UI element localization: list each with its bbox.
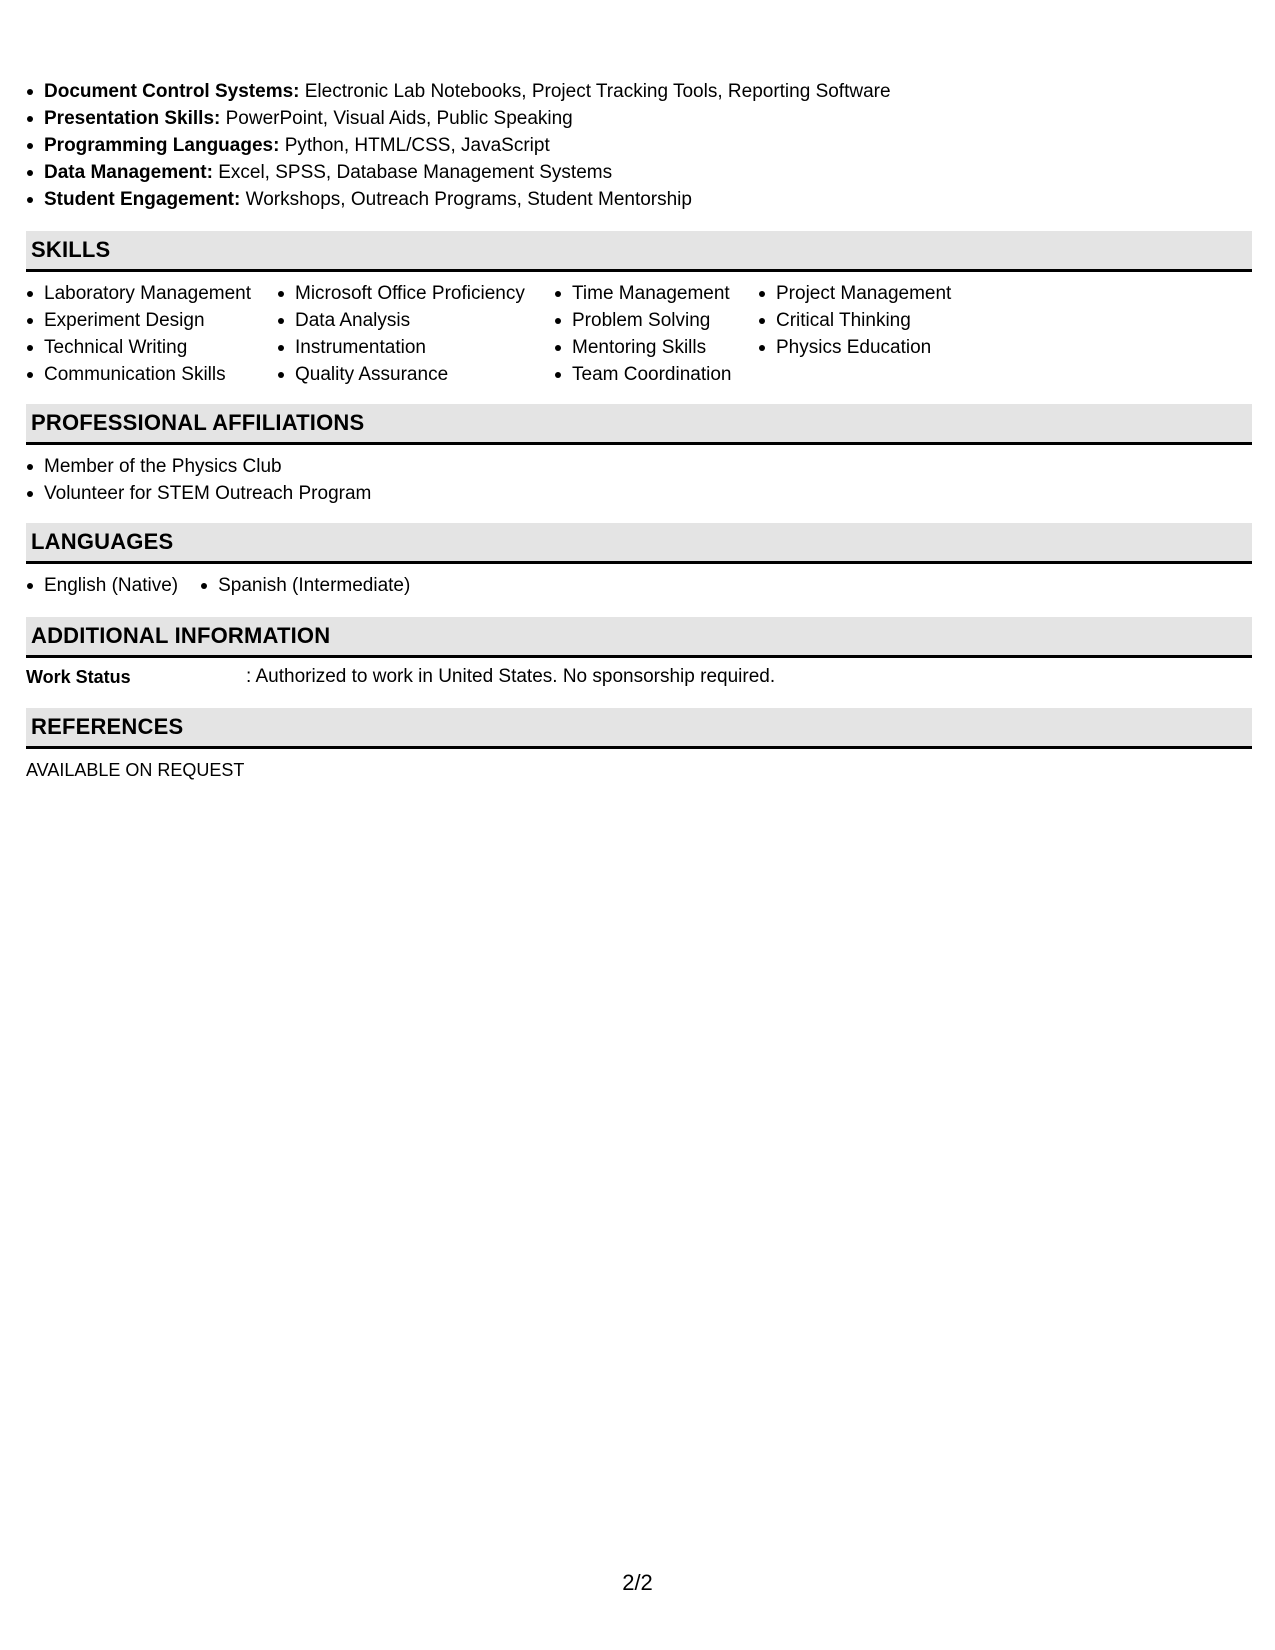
- skill-item: Data Analysis: [277, 307, 554, 334]
- languages-list: [26, 572, 1252, 599]
- language-item: Spanish (Intermediate): [200, 572, 410, 599]
- skills-column: [758, 280, 1058, 388]
- skill-item: Time Management: [554, 280, 758, 307]
- tool-label: Student Engagement:: [44, 189, 241, 210]
- additional-info-section-header: ADDITIONAL INFORMATION: [26, 617, 1252, 658]
- skill-item: Instrumentation: [277, 334, 554, 361]
- language-item: English (Native): [26, 572, 178, 599]
- tools-list: [26, 78, 1252, 213]
- work-status-label: Work Status: [26, 667, 131, 687]
- tool-label: Document Control Systems:: [44, 81, 300, 102]
- skill-item: Communication Skills: [26, 361, 277, 388]
- tool-value: Excel, SPSS, Database Management Systems: [212, 162, 613, 183]
- skill-item: Microsoft Office Proficiency: [277, 280, 554, 307]
- skill-item: Physics Education: [758, 334, 1058, 361]
- skill-item: Critical Thinking: [758, 307, 1058, 334]
- skill-item: Quality Assurance: [277, 361, 554, 388]
- work-status-value: : Authorized to work in United States. No sponsorship required.: [246, 666, 776, 687]
- skill-item: Project Management: [758, 280, 1058, 307]
- list-item: [26, 132, 1252, 159]
- tool-value: Workshops, Outreach Programs, Student Mentorship: [240, 189, 692, 210]
- affiliations-section-header: PROFESSIONAL AFFILIATIONS: [26, 404, 1252, 445]
- skill-item: Laboratory Management: [26, 280, 277, 307]
- skill-item: Team Coordination: [554, 361, 758, 388]
- skills-column: [277, 280, 554, 388]
- affiliations-list: [26, 453, 1252, 507]
- tool-value: PowerPoint, Visual Aids, Public Speaking: [220, 108, 573, 129]
- skill-item: Problem Solving: [554, 307, 758, 334]
- languages-section-header: LANGUAGES: [26, 523, 1252, 564]
- list-item: [26, 105, 1252, 132]
- tool-label: Presentation Skills:: [44, 108, 221, 129]
- references-section-header: REFERENCES: [26, 708, 1252, 749]
- skills-grid: [26, 280, 1252, 388]
- tool-value: Python, HTML/CSS, JavaScript: [279, 135, 550, 156]
- tool-label: Programming Languages:: [44, 135, 280, 156]
- skills-column: [554, 280, 758, 388]
- list-item: [26, 78, 1252, 105]
- tool-label: Data Management:: [44, 162, 213, 183]
- affiliation-item: Member of the Physics Club: [26, 453, 1252, 480]
- page-number: 2/2: [622, 1570, 653, 1595]
- skills-section-header: SKILLS: [26, 231, 1252, 272]
- references-text: AVAILABLE ON REQUEST: [26, 760, 245, 780]
- skill-item: Mentoring Skills: [554, 334, 758, 361]
- affiliation-item: Volunteer for STEM Outreach Program: [26, 480, 1252, 507]
- resume-page: [26, 78, 1252, 783]
- skills-column: [26, 280, 277, 388]
- skill-item: Technical Writing: [26, 334, 277, 361]
- tool-value: Electronic Lab Notebooks, Project Tracking Tools, Reporting Software: [299, 81, 891, 102]
- list-item: [26, 186, 1252, 213]
- list-item: [26, 159, 1252, 186]
- skill-item: Experiment Design: [26, 307, 277, 334]
- work-status-row: [26, 664, 1252, 690]
